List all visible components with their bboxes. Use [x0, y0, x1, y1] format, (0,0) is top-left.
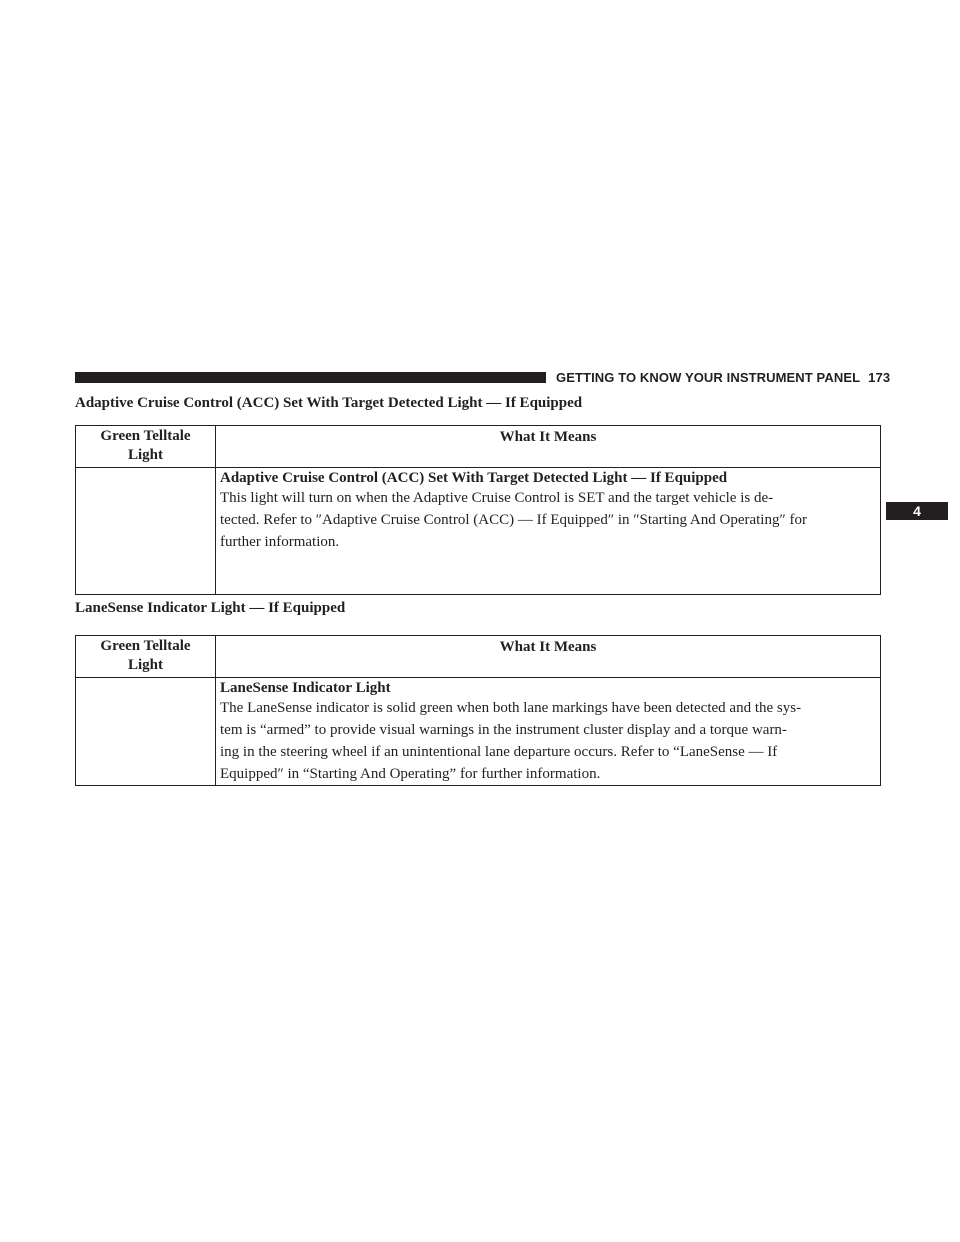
table-row	[76, 468, 881, 595]
meaning-cell	[216, 678, 881, 786]
telltale-icon-cell	[76, 468, 216, 595]
col-header-telltale-line2: Light	[127, 657, 163, 673]
row-body-line: further information.	[220, 534, 340, 550]
table-header-row	[76, 426, 881, 468]
table-header-row	[76, 636, 881, 678]
row-body-line: This light will turn on when the Adaptive Cruise Control is SET and the target vehicle is de-	[220, 490, 774, 506]
col-header-telltale-line2: Light	[127, 447, 163, 463]
page-number: 173	[868, 370, 891, 385]
section-title-acc: Adaptive Cruise Control (ACC) Set With Target Detected Light — If Equipped	[75, 395, 583, 411]
row-body-line: tem is “armed” to provide visual warnings in the instrument cluster display and a torque warn-	[220, 722, 787, 738]
row-body-line: The LaneSense indicator is solid green when both lane markings have been detected and the sys-	[220, 700, 802, 716]
col-header-telltale-line1: Green Telltale	[100, 638, 191, 654]
header-rule	[75, 372, 546, 383]
row-body-line: tected. Refer to ″Adaptive Cruise Control (ACC) — If Equipped″ in ″Starting And Operating″ for	[220, 512, 807, 528]
telltale-icon-cell	[76, 678, 216, 786]
chapter-tab: 4	[886, 502, 948, 520]
running-header	[556, 370, 890, 386]
row-title: Adaptive Cruise Control (ACC) Set With Target Detected Light — If Equipped	[220, 470, 728, 486]
header-title: GETTING TO KNOW YOUR INSTRUMENT PANEL	[556, 370, 861, 385]
telltale-table-acc	[75, 425, 881, 595]
section-title-lanesense: LaneSense Indicator Light — If Equipped	[75, 600, 346, 616]
row-title: LaneSense Indicator Light	[220, 680, 391, 696]
col-header-telltale	[76, 636, 216, 678]
col-header-meaning: What It Means	[216, 426, 881, 468]
telltale-table-lanesense	[75, 635, 881, 786]
table-row	[76, 678, 881, 786]
meaning-cell	[216, 468, 881, 595]
col-header-telltale	[76, 426, 216, 468]
col-header-meaning: What It Means	[216, 636, 881, 678]
row-body-line: ing in the steering wheel if an unintentional lane departure occurs. Refer to “LaneSense — If	[220, 744, 778, 760]
row-body-line: Equipped″ in “Starting And Operating” for further information.	[220, 766, 601, 782]
col-header-telltale-line1: Green Telltale	[100, 428, 191, 444]
